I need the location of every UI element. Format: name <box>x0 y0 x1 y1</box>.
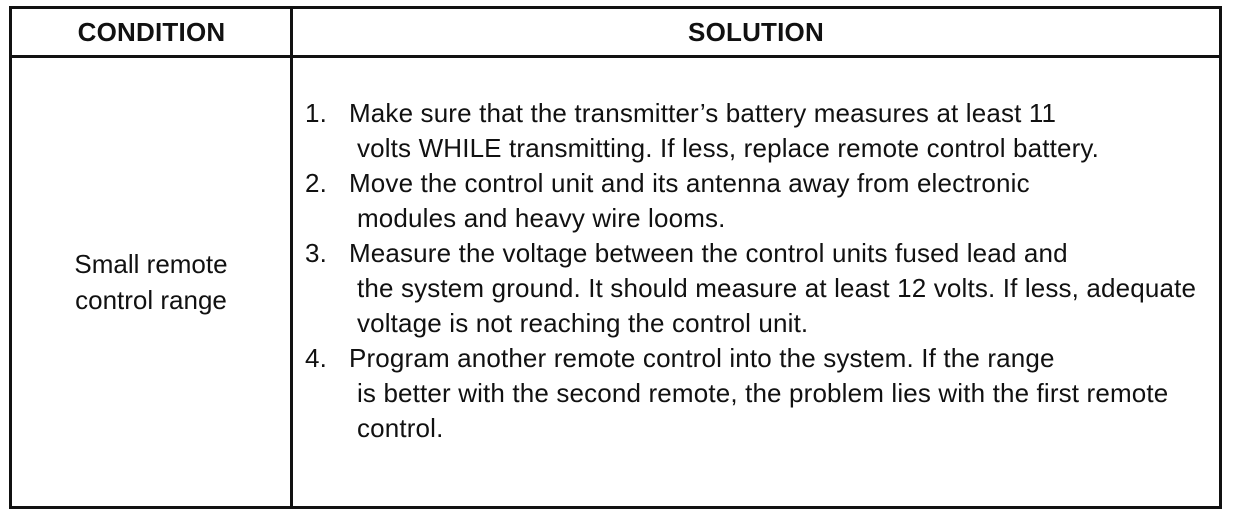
solution-step-4 <box>293 341 1219 446</box>
condition-header: CONDITION <box>77 17 226 47</box>
table-header-row <box>12 9 1219 58</box>
solution-steps-list <box>293 96 1219 446</box>
condition-text: Small remote control range <box>74 249 228 315</box>
step-text: modules and heavy wire looms. <box>357 203 726 233</box>
solution-step-2 <box>293 166 1219 236</box>
step-first-line: Measure the voltage between the control units fused lead and <box>349 238 1068 268</box>
solution-header: SOLUTION <box>688 17 824 47</box>
step-number: 1. <box>305 98 327 128</box>
solution-cell <box>293 96 1219 506</box>
troubleshooting-table <box>9 6 1222 509</box>
step-first-line: Move the control unit and its antenna away from electronic <box>349 168 1030 198</box>
step-text: the system ground. It should measure at least 12 volts. If less, adequate voltage is not reaching the control unit. <box>357 273 1197 338</box>
table-row <box>12 58 1219 506</box>
step-number: 2. <box>305 168 327 198</box>
step-text: is better with the second remote, the problem lies with the first remote control. <box>357 378 1169 443</box>
solution-step-3 <box>293 236 1219 341</box>
step-number: 3. <box>305 238 327 268</box>
step-number: 4. <box>305 343 327 373</box>
solution-step-1 <box>293 96 1219 166</box>
condition-cell <box>12 58 290 506</box>
step-text: volts WHILE transmitting. If less, replace remote control battery. <box>357 133 1100 163</box>
step-first-line: Program another remote control into the system. If the range <box>349 343 1055 373</box>
step-first-line: Make sure that the transmitter’s battery measures at least 11 <box>349 98 1057 128</box>
